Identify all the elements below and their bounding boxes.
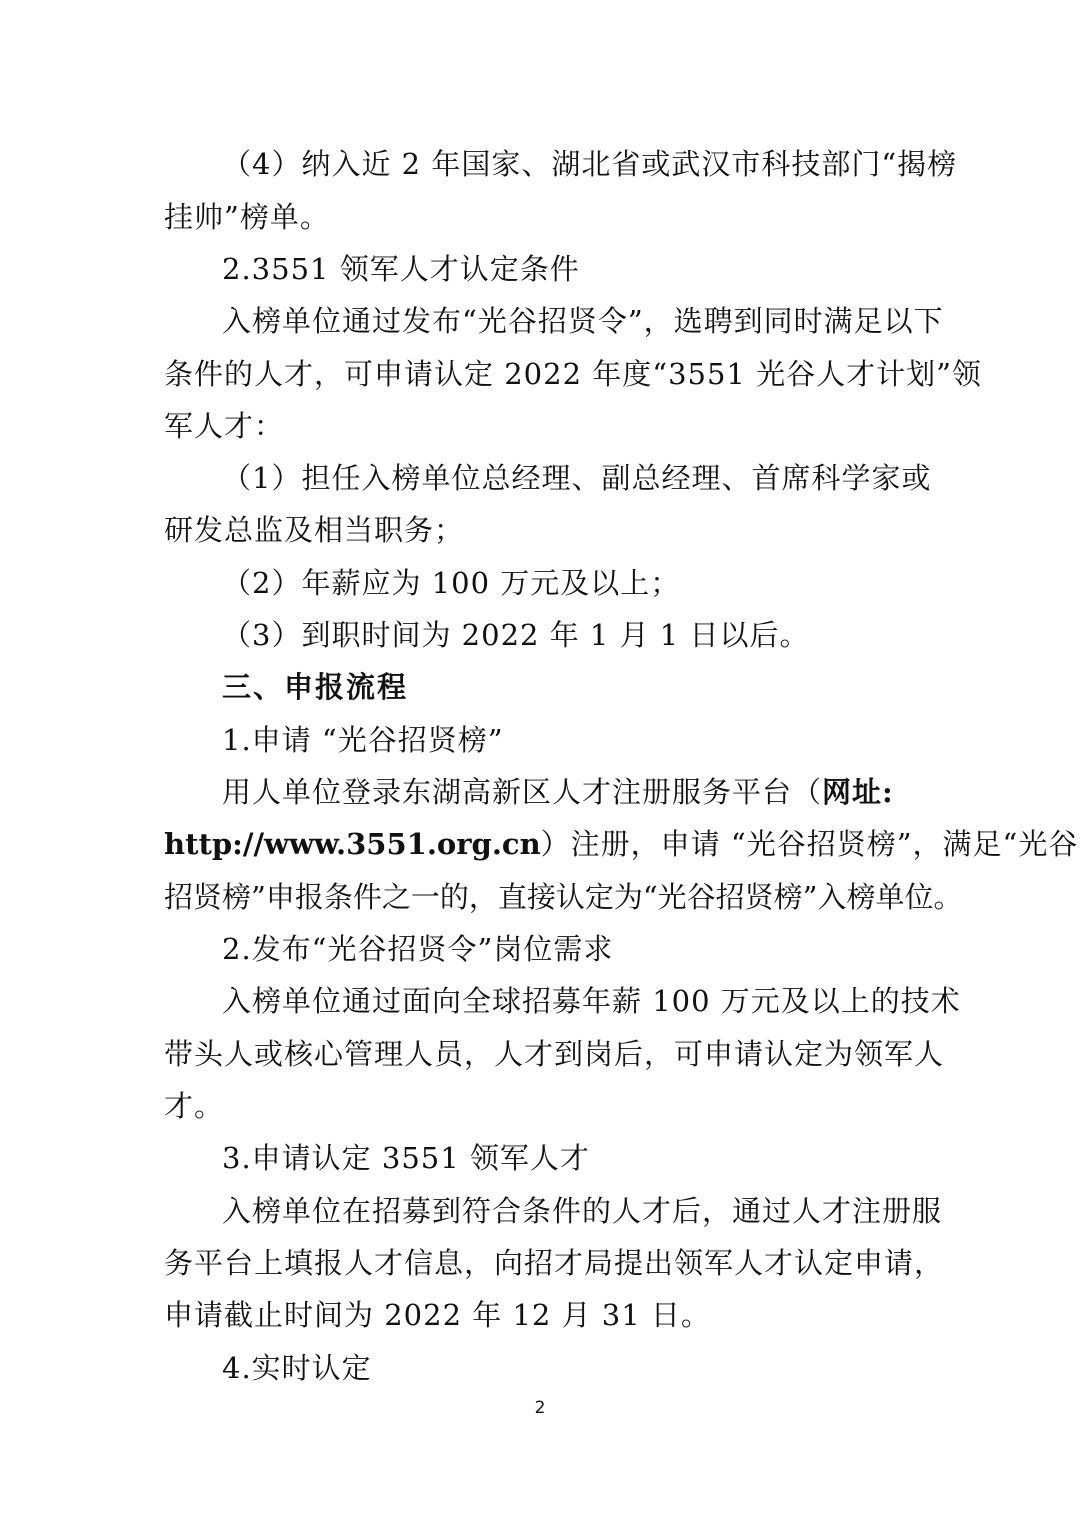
paragraph-line: 招贤榜”申报条件之一的，直接认定为“光谷招贤榜”入榜单位。	[164, 880, 963, 914]
paragraph-line: （2）年薪应为 100 万元及以上；	[222, 566, 681, 600]
paragraph-line: 务平台上填报人才信息，向招才局提出领军人才认定申请，	[164, 1246, 945, 1280]
paragraph-line: 入榜单位通过面向全球招募年薪 100 万元及以上的技术	[222, 984, 961, 1018]
paragraph-line: 挂帅”榜单。	[164, 200, 330, 234]
paragraph-line	[222, 774, 1080, 810]
paragraph-line: 入榜单位在招募到符合条件的人才后，通过人才注册服	[222, 1194, 943, 1228]
section-heading: 三、申报流程	[222, 670, 409, 704]
website-label: 网址:	[822, 775, 894, 809]
paragraph-line	[164, 826, 1080, 862]
section-subheading: 2.发布“光谷招贤令”岗位需求	[222, 932, 614, 966]
paragraph-line: 入榜单位通过发布“光谷招贤令”，选聘到同时满足以下	[222, 304, 944, 338]
paragraph-line: 条件的人才，可申请认定 2022 年度“3551 光谷人才计划”领	[164, 357, 982, 391]
paragraph-line: （1）担任入榜单位总经理、副总经理、首席科学家或	[222, 461, 932, 495]
section-subheading: 4.实时认定	[222, 1351, 372, 1385]
paragraph-line: 才。	[164, 1089, 225, 1123]
paragraph-line: （4）纳入近 2 年国家、湖北省或武汉市科技部门“揭榜	[222, 147, 958, 181]
section-subheading: 3.申请认定 3551 领军人才	[222, 1141, 590, 1175]
paragraph-line: 带头人或核心管理人员，人才到岗后，可申请认定为领军人	[164, 1037, 945, 1071]
paragraph-line: 军人才：	[164, 409, 285, 443]
paragraph-text: ）注册，申请 “光谷招贤榜”，满足“光谷	[540, 827, 1079, 861]
page-number: 2	[534, 1398, 546, 1418]
paragraph-line: 研发总监及相当职务；	[164, 513, 465, 547]
section-subheading: 1.申请 “光谷招贤榜”	[222, 723, 504, 757]
section-subheading: 2.3551 领军人才认定条件	[222, 252, 580, 286]
paragraph-line: 申请截止时间为 2022 年 12 月 31 日。	[164, 1298, 711, 1332]
paragraph-line: （3）到职时间为 2022 年 1 月 1 日以后。	[222, 618, 810, 652]
website-link[interactable]: http://www.3551.org.cn	[164, 827, 541, 861]
paragraph-text: 用人单位登录东湖高新区人才注册服务平台（	[222, 775, 823, 809]
